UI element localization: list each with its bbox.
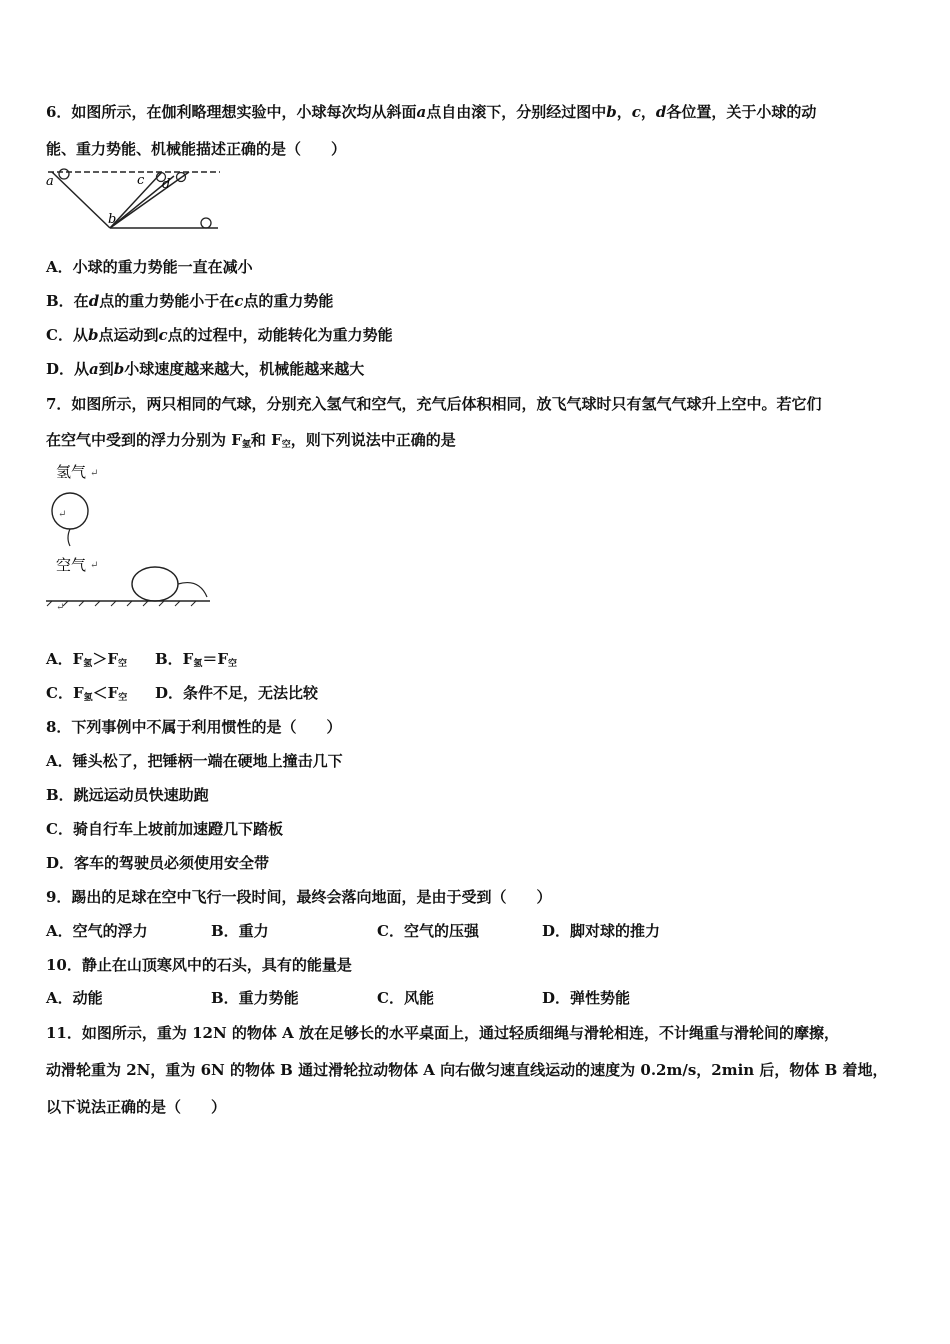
q8-option-c: C．骑自行车上坡前加速蹬几下踏板 (46, 820, 283, 838)
q7-stem-line1: 7．如图所示，两只相同的气球，分别充入氢气和空气，充气后体积相同，放飞气球时只有氢气气球升上空中。若它们 (46, 395, 822, 413)
q6-fig-label-c: c (137, 173, 145, 188)
q6-fig-label-d: d (162, 177, 171, 192)
q10-option-b: B．重力势能 (211, 989, 299, 1007)
q10-option-a: A．动能 (46, 989, 103, 1007)
q6-option-a: A．小球的重力势能一直在减小 (46, 258, 253, 276)
q10-option-c: C．风能 (377, 989, 434, 1007)
q7-fig-mark-3: ↵ (90, 560, 99, 571)
q9-option-b: B．重力 (211, 922, 269, 940)
q7-fig-label-air: 空气 (56, 556, 87, 574)
q6-option-c: C．从b点运动到c点的过程中，动能转化为重力势能 (46, 326, 393, 344)
air-balloon (132, 567, 178, 601)
q9-option-c: C．空气的压强 (377, 922, 479, 940)
q6-option-d: D．从a到b小球速度越来越大，机械能越来越大 (46, 360, 365, 378)
q7-fig-mark-1: ↵ (90, 468, 99, 479)
q7-fig-label-hydrogen: 氢气 (56, 463, 87, 481)
q10-option-d: D．弹性势能 (542, 989, 631, 1007)
q7-option-c: C．$F_氢<F_空$ (46, 684, 128, 703)
q8-option-d: D．客车的驾驶员必须使用安全带 (46, 854, 270, 872)
q6-fig-label-a: a (46, 174, 54, 189)
q7-stem-line2: 在空气中受到的浮力分别为 $F_氢$和 $F_空$，则下列说法中正确的是 (46, 431, 456, 450)
q6-figure-galileo-inclines (44, 166, 224, 232)
q6-stem-line2: 能、重力势能、机械能描述正确的是（ ） (46, 140, 347, 158)
q7-option-d: D．条件不足，无法比较 (155, 684, 319, 702)
q7-figure-balloons (44, 460, 214, 613)
q9-option-a: A．空气的浮力 (46, 922, 148, 940)
q7-fig-mark-4: ↵ (56, 602, 65, 613)
q8-stem: 8．下列事例中不属于利用惯性的是（ ） (46, 718, 342, 736)
q11-stem-line1: 11．如图所示，重为 12N 的物体 A 放在足够长的水平桌面上，通过轻质细绳与滑轮相连，不计绳重与滑轮间的摩擦， (46, 1024, 839, 1042)
q9-stem: 9．踢出的足球在空中飞行一段时间，最终会落向地面，是由于受到（ ） (46, 888, 552, 906)
q11-stem-line3: 以下说法正确的是（ ） (46, 1098, 227, 1116)
q6-fig-label-b: b (108, 212, 117, 227)
q7-fig-mark-2: ↵ (58, 509, 67, 520)
q11-stem-line2: 动滑轮重为 2N，重为 6N 的物体 B 通过滑轮拉动物体 A 向右做匀速直线运动的速度为 0.2m/s，2min 后，物体 B 着地， (46, 1061, 888, 1079)
q8-option-a: A．锤头松了，把锤柄一端在硬地上撞击几下 (46, 752, 343, 770)
q9-option-d: D．脚对球的推力 (542, 922, 661, 940)
q7-option-b: B．$F_氢=F_空$ (155, 650, 238, 669)
q6-option-b: B．在d点的重力势能小于在c点的重力势能 (46, 292, 334, 310)
q7-option-a: A．$F_氢>F_空$ (46, 650, 127, 669)
q10-stem: 10．静止在山顶寒风中的石头，具有的能量是 (46, 956, 352, 974)
q8-option-b: B．跳远运动员快速助跑 (46, 786, 209, 804)
q6-stem-line1: 6．如图所示，在伽利略理想实验中，小球每次均从斜面a点自由滚下，分别经过图中b，c，d各位置，关于小球的动 (46, 103, 817, 121)
